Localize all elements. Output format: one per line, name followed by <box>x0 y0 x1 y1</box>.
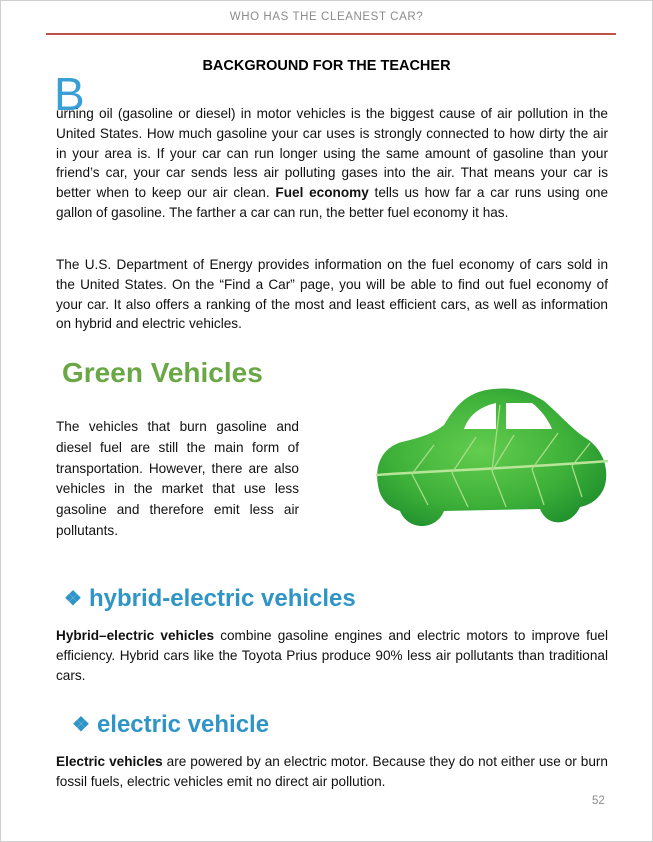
green-vehicles-heading: Green Vehicles <box>62 357 263 388</box>
diamond-bullet-icon: ❖ <box>72 714 90 736</box>
electric-text: are powered by an electric motor. Because they do not either use or burn fossil fuels, electric vehicles emit no direct air pollution. <box>56 754 608 789</box>
leaf-car-icon <box>372 345 612 555</box>
fuel-economy-term: Fuel economy <box>275 185 369 201</box>
green-vehicles-paragraph: The vehicles that burn gasoline and diesel fuel are still the main form of transportation. However, there are also vehicles in the market that use less gasoline and therefore emit less air pollutants. <box>56 419 299 538</box>
intro-text-2: tells us how far a car runs using one gallon of gasoline. The farther a car can run, the better fuel economy it has. <box>56 185 609 220</box>
electric-heading <box>72 711 269 739</box>
hybrid-heading-text: hybrid-electric vehicles <box>88 585 356 612</box>
diamond-bullet-icon: ❖ <box>64 588 82 610</box>
page-title: BACKGROUND FOR THE TEACHER <box>202 58 451 74</box>
intro-text-1: urning oil (gasoline or diesel) in motor vehicles is the biggest cause of air pollution in the United States. How much gasoline your car uses is strongly connected to how dirty the air in your area is. If your car can run longer using the same amount of gasoline than your friend’s car, your car sends less air polluting gases into the air. That means your car is better when to keep our air clean. <box>56 106 608 201</box>
hybrid-heading <box>64 585 356 613</box>
hybrid-paragraph <box>56 626 608 685</box>
hybrid-term: Hybrid–electric vehicles <box>56 628 215 643</box>
running-header: WHO HAS THE CLEANEST CAR? <box>229 11 424 23</box>
header-rule <box>46 33 616 35</box>
electric-term: Electric vehicles <box>56 754 163 769</box>
electric-paragraph <box>56 752 608 792</box>
hybrid-text: combine gasoline engines and electric motors to improve fuel efficiency. Hybrid cars like the Toyota Prius produce 90% less air pollutants than traditional cars. <box>56 628 608 683</box>
electric-heading-text: electric vehicle <box>96 711 270 738</box>
doe-paragraph: The U.S. Department of Energy provides information on the fuel economy of cars sold in the United States. On the “Find a Car” page, you will be able to find out fuel economy of your car. It also offers a ranking of the most and least efficient cars, as well as information on hybrid and electric vehicles. <box>56 257 608 332</box>
drop-cap: B <box>54 68 85 120</box>
page-number: 52 <box>592 795 605 807</box>
intro-paragraph <box>54 68 609 223</box>
